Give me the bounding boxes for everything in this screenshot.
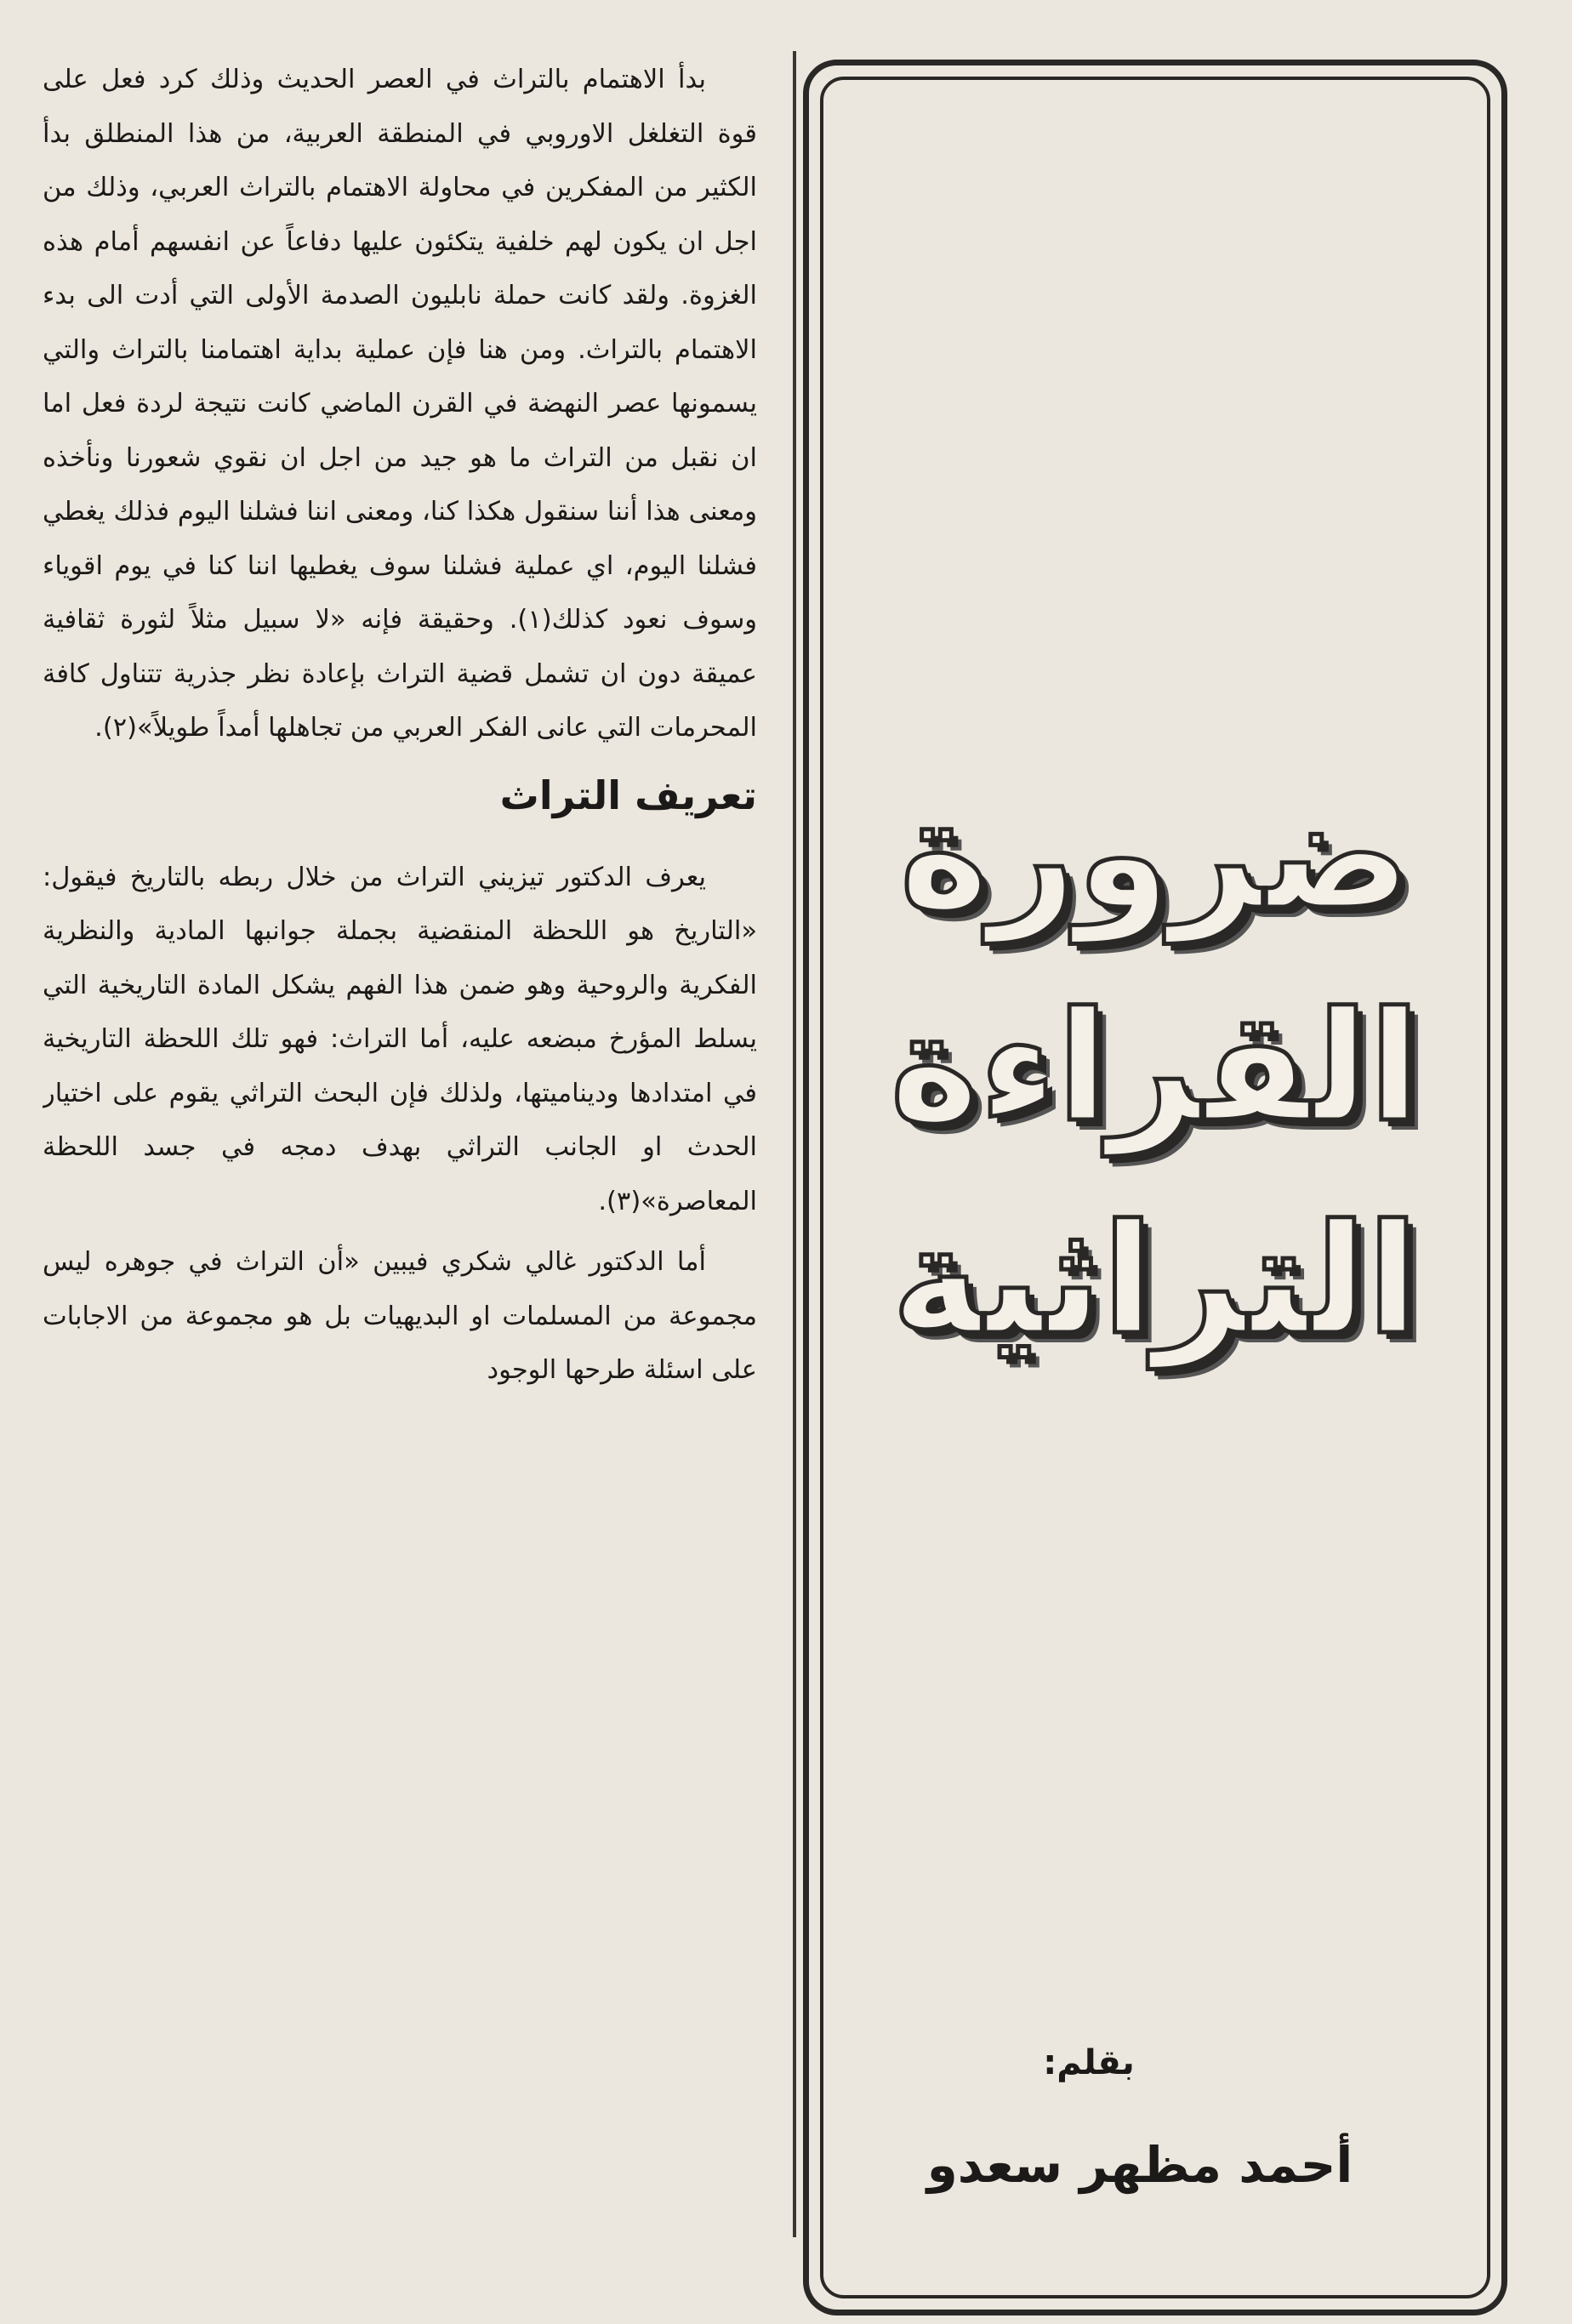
article-title bbox=[851, 749, 1460, 1395]
section-heading: تعريف التراث bbox=[499, 772, 757, 818]
byline-label: بقلم: bbox=[1043, 2043, 1135, 2082]
title-line-1: ضرورة bbox=[899, 766, 1411, 943]
article-paragraph: أما الدكتور غالي شكري فيبين «أن التراث في جوهره ليس مجموعة من المسلمات او البديهيات بل هو مجموعة من الاجابات على اسئلة طرحها الوجود bbox=[43, 1247, 757, 1385]
article-column bbox=[43, 53, 757, 2298]
column-divider-bottom bbox=[793, 1276, 796, 2237]
title-line-3: التراثية bbox=[891, 1192, 1419, 1368]
column-divider-top bbox=[793, 51, 796, 1395]
title-line-2: القراءة bbox=[890, 979, 1421, 1155]
article-paragraph: يعرف الدكتور تيزيني التراث من خلال ربطه بالتاريخ فيقول: «التاريخ هو اللحظة المنقضية بجملة جوانبها المادية والنظرية الفكرية والروحية وهو ضمن هذا الفهم يشكل المادة التاريخية التي يسلط المؤرخ مبضعه عليه، أما التراث: فهو تلك اللحظة التاريخية في امتدادها وديناميتها، ولذلك فإن البحث التراثي يقوم على اختيار الحدث او الجانب التراثي بهدف دمجه في جسد اللحظة المعاصرة»(٣). bbox=[43, 862, 757, 1216]
byline-author: أحمد مظهر سعدو bbox=[926, 2136, 1353, 2194]
article-paragraph: بدأ الاهتمام بالتراث في العصر الحديث وذلك كرد فعل على قوة التغلغل الاوروبي في المنطقة العربية، من هذا المنطلق بدأ الكثير من المفكرين في محاولة الاهتمام بالتراث العربي، وذلك من اجل ان يكون لهم خلفية يتكئون عليها دفاعاً عن انفسهم أمام هذه الغزوة. ولقد كانت حملة نابليون الصدمة الأولى التي أدت الى بدء الاهتمام بالتراث. ومن هنا فإن عملية بداية اهتمامنا بالتراث والتي يسمونها عصر النهضة في القرن الماضي كانت نتيجة لردة فعل اما ان نقبل من التراث ما هو جيد من اجل ان نقوي شعورنا ونأخذه ومعنى هذا أننا سنقول هكذا كنا، ومعنى اننا فشلنا اليوم فذلك يغطي فشلنا اليوم، اي عملية فشلنا سوف يغطيها اننا كنا في يوم اقوياء وسوف نعود كذلك(١). وحقيقة فإنه «لا سبيل مثلاً لثورة ثقافية عميقة دون ان تشمل قضية التراث بإعادة نظر جذرية تتناول كافة المحرمات التي عانى الفكر العربي من تجاهلها أمداً طويلاً»(٢). bbox=[43, 65, 757, 743]
